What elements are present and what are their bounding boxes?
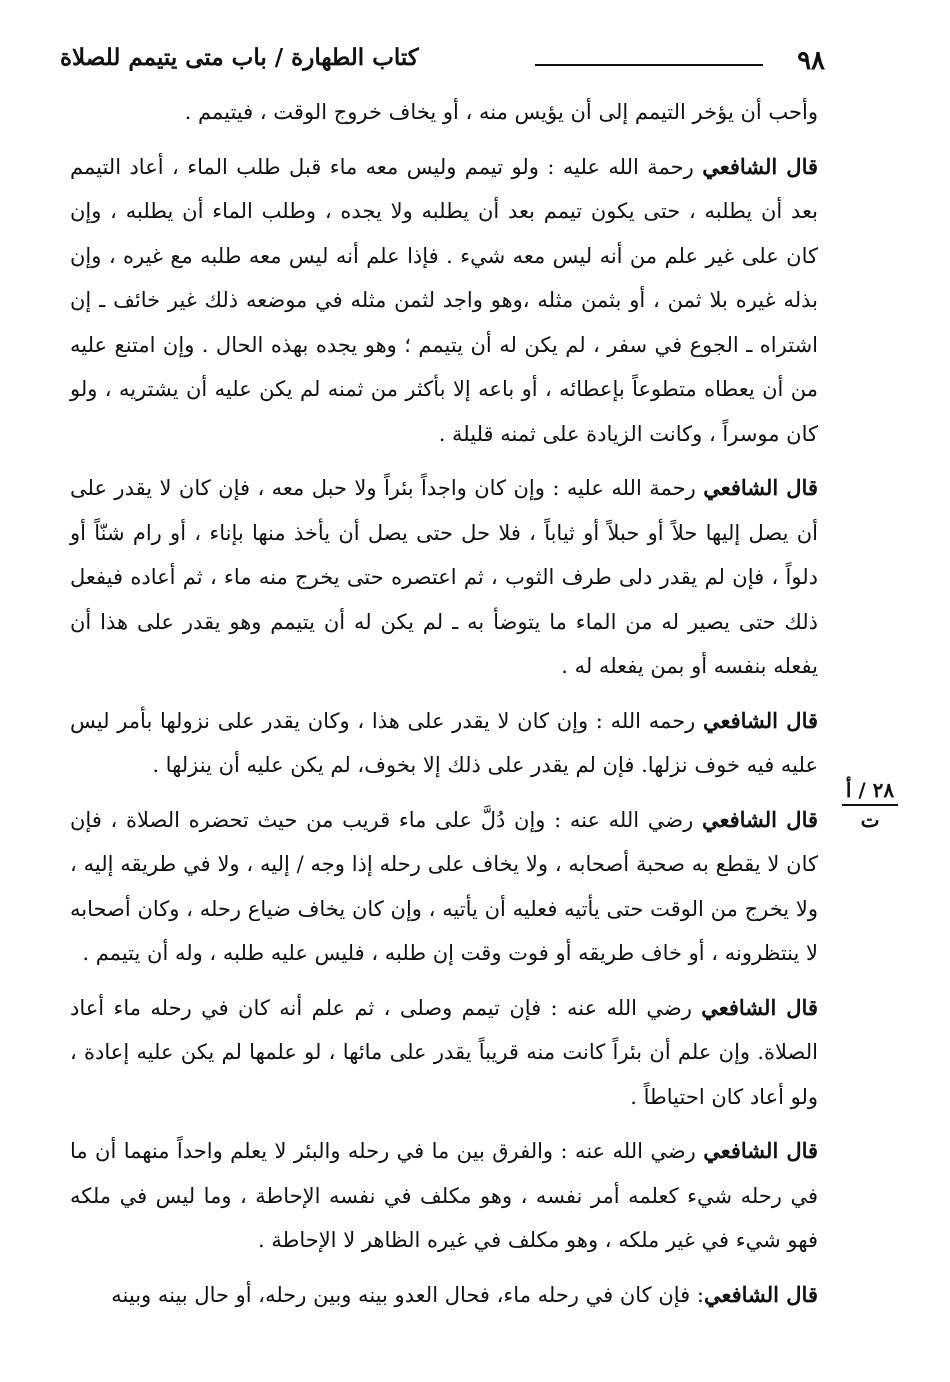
- speaker-label: قال الشافعي: [702, 153, 819, 179]
- paragraph-7: [70, 1129, 818, 1263]
- speaker-label: قال الشافعي: [702, 707, 819, 733]
- margin-folio-note: [842, 778, 898, 832]
- margin-side: ت: [860, 808, 880, 832]
- speaker-label: قال الشافعي: [703, 1138, 819, 1163]
- paragraph-1: [70, 90, 818, 135]
- paragraph-text: رحمه الله : وإن كان لا يقدر على هذا ، وكان يقدر على نزولها بأمر ليس عليه فيه خوف نزلها. فإن لم يقدر على ذلك إلا بخوف، لم يكن عليه أن ينزلها .: [70, 708, 818, 777]
- paragraph-5: [70, 798, 818, 976]
- paragraph-4: [70, 699, 818, 788]
- paragraph-text: رضي الله عنه : فإن تيمم وصلى ، ثم علم أنه كان في رحله ماء أعاد الصلاة. وإن علم أن بئراً كانت منه قريباً يقدر على مائها ، لو علمها لم يكن عليه إعادة ، ولو أعاد كان احتياطاً .: [70, 995, 818, 1109]
- paragraph-text: رضي الله عنه : والفرق بين ما في رحله والبئر لا يعلم واحداً منهما أن ما في رحله شيء كعلمه أمر نفسه ، وهو مكلف في نفسه الإحاطة ، وما ليس في ملكه فهو شيء في غير ملكه ، وهو مكلف في غيره الظاهر لا الإحاطة .: [70, 1139, 818, 1252]
- paragraph-text: رضي الله عنه : وإن دُلَّ على ماء قريب من حيث تحضره الصلاة ، فإن كان لا يقطع به صحبة أصحابه ، ولا يخاف على رحله إذا وجه / إليه ، ولا في طريقه إليه ، ولا يخرج من الوقت حتى يأتيه فعليه أن يأتيه ، وإن كان يخاف ضياع رحله ، وكان أصحابه لا ينتظرونه ، أو خاف طريقه أو فوت وقت إن طلبه ، فليس عليه طلبه ، وله أن يتيمم .: [70, 807, 818, 965]
- page-number: ٩٨: [797, 46, 825, 76]
- paragraph-2: [70, 145, 818, 457]
- paragraph-3: [70, 466, 818, 689]
- speaker-label: قال الشافعي: [703, 475, 818, 500]
- page-header: [60, 42, 825, 82]
- header-rule: [535, 64, 763, 66]
- paragraph-text: رحمة الله عليه : وإن كان واجداً بئراً ولا حبل معه ، فإن كان لا يقدر على أن يصل إليها حلاً أو حبلاً أو ثياباً ، فلا حل حتى يصل أن يأخذ منها بإناء ، أو رام شنّاً أو دلواً ، فإن لم يقدر دلى طرف الثوب ، ثم اعتصره حتى يخرج منه ماء ، ثم أعاده فيفعل ذلك حتى يصير له من الماء ما يتوضأ به ـ لم يكن له أن يتيمم وهو يقدر على هذا أن يفعله بنفسه أو بمن يفعله له .: [70, 476, 818, 678]
- paragraph-text: وأحب أن يؤخر التيمم إلى أن يؤيس منه ، أو يخاف خروج الوقت ، فيتيمم .: [184, 100, 818, 124]
- speaker-label: قال الشافعي: [703, 1281, 818, 1307]
- speaker-label: قال الشافعي: [701, 806, 819, 832]
- page-body: [70, 90, 818, 1327]
- speaker-label: قال الشافعي: [701, 994, 818, 1020]
- paragraph-text: : فإن كان في رحله ماء، فحال العدو بينه وبين رحله، أو حال بينه وبينه: [111, 1282, 704, 1307]
- paragraph-8: [70, 1273, 818, 1318]
- paragraph-text: رحمة الله عليه : ولو تيمم وليس معه ماء قبل طلب الماء ، أعاد التيمم بعد أن يطلبه ، حتى يكون تيمم بعد أن يطلبه ولا يجده ، وطلب الماء أن يطلبه ، وإن كان على غير علم من أنه ليس معه شيء . فإذا علم أنه ليس معه طلبه مع غيره ، وإن بذله غيره بلا ثمن ، أو بثمن مثله ،وهو واجد لثمن مثله في موضعه ذلك غير خائف ـ إن اشتراه ـ الجوع في سفر ، لم يكن له أن يتيمم ؛ وهو يجده بهذه الحال . وإن امتنع عليه من أن يعطاه متطوعاً بإعطائه ، أو باعه إلا بأكثر من ثمنه لم يكن عليه أن يشتريه ، ولو كان موسراً ، وكانت الزيادة على ثمنه قليلة .: [70, 154, 818, 446]
- margin-folio: ٢٨ / أ: [842, 778, 898, 806]
- running-title: كتاب الطهارة / باب متى يتيمم للصلاة: [60, 44, 419, 71]
- paragraph-6: [70, 986, 818, 1120]
